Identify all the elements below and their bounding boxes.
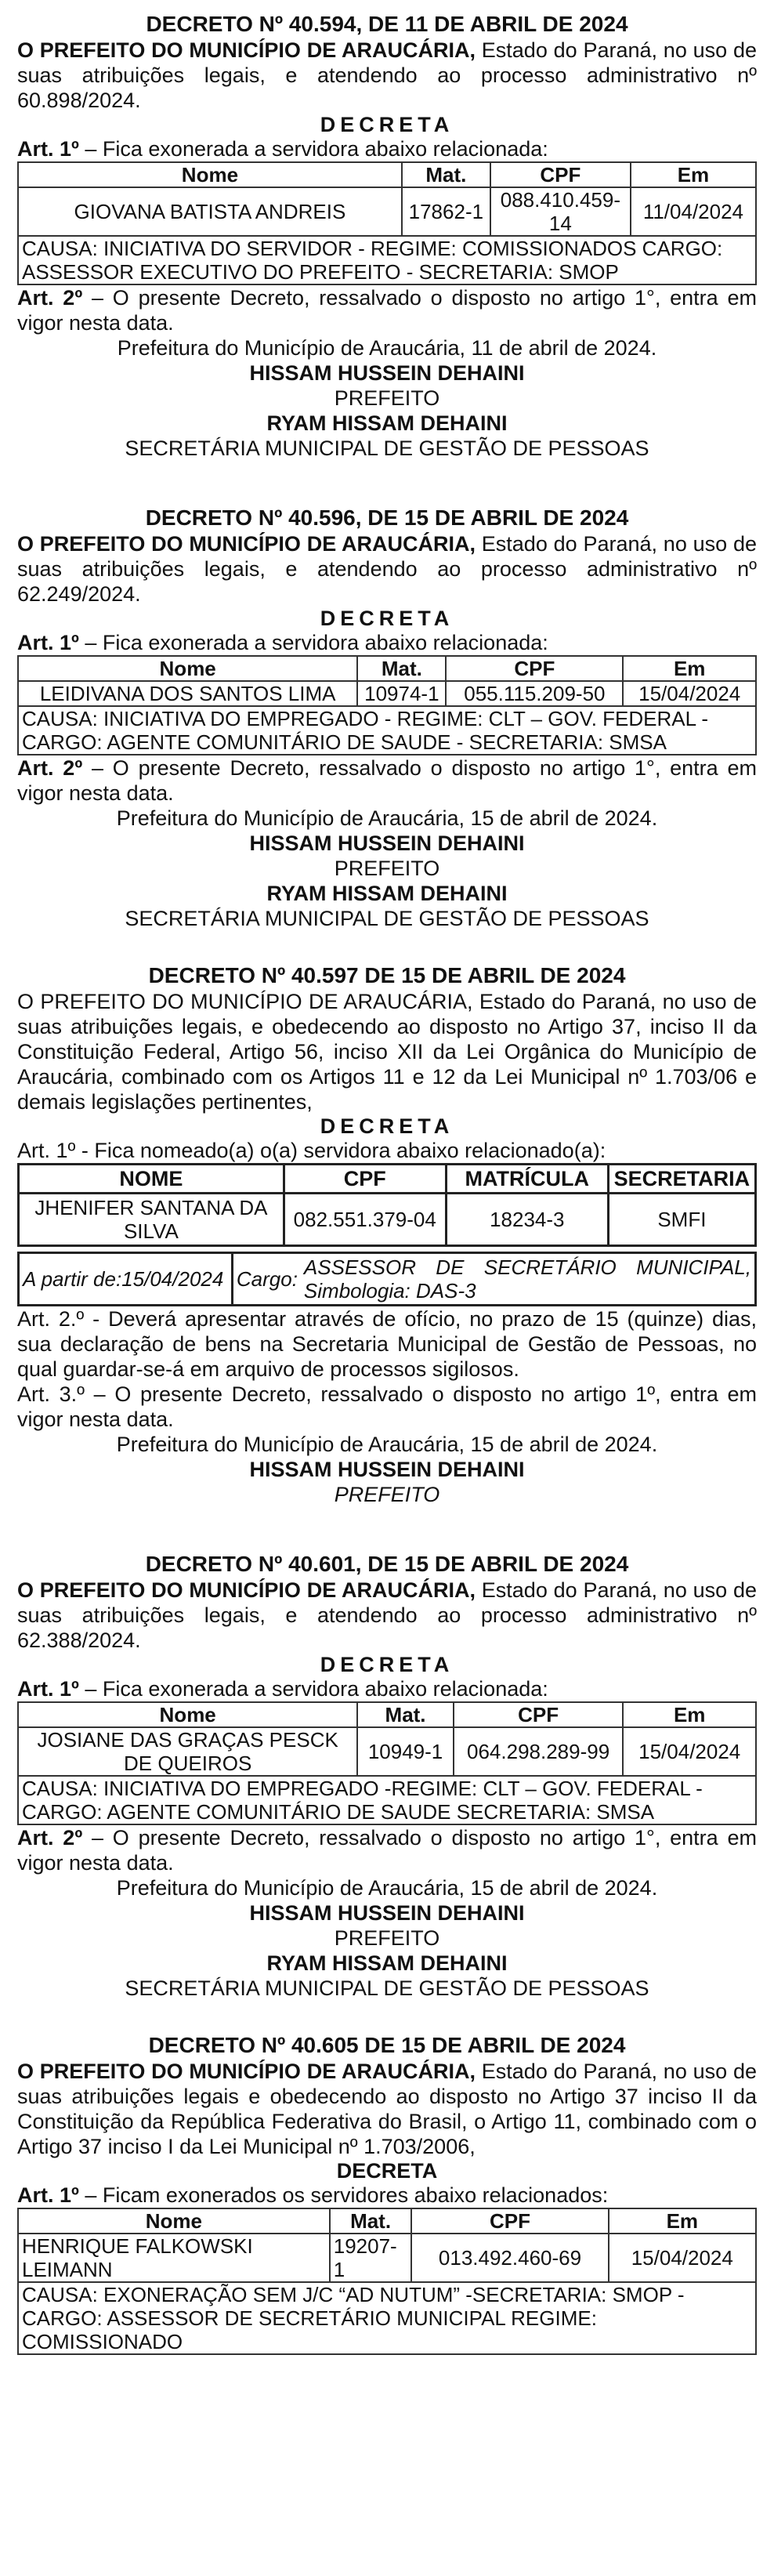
- col-cpf: CPF: [454, 1702, 624, 1727]
- decreta-heading: DECRETA: [320, 1114, 454, 1138]
- article-label: Art. 1º: [17, 137, 79, 161]
- signatory-name: RYAM HISSAM DEHAINI: [266, 411, 508, 435]
- article-3: Art. 3.º – O presente Decreto, ressalvado o disposto no artigo 1º, entra em vigor nesta data.: [17, 1382, 757, 1431]
- cargo-cell: [232, 1253, 755, 1306]
- signatory-role: PREFEITO: [334, 1483, 440, 1506]
- col-nome: NOME: [19, 1165, 284, 1194]
- decree-title: DECRETO Nº 40.597 DE 15 DE ABRIL DE 2024: [148, 963, 626, 987]
- col-mat: Mat.: [330, 2208, 412, 2234]
- signatory-role: SECRETÁRIA MUNICIPAL DE GESTÃO DE PESSOAS: [125, 437, 649, 460]
- cargo-value: ASSESSOR DE SECRETÁRIO MUNICIPAL, Simbologia: DAS-3: [303, 1255, 751, 1302]
- article-text: – Fica exonerada a servidora abaixo relacionada:: [78, 1677, 548, 1701]
- article-2: [17, 1825, 757, 1875]
- place-date: Prefeitura do Município de Araucária, 15 de abril de 2024.: [116, 806, 658, 830]
- signatory-name: HISSAM HUSSEIN DEHAINI: [249, 1458, 525, 1481]
- signatory-role: PREFEITO: [334, 857, 440, 880]
- article-text: – Ficam exonerados os servidores abaixo relacionados:: [78, 2183, 609, 2207]
- appointment-table: [17, 1163, 757, 1247]
- table-row: [18, 187, 756, 236]
- intro-bold: O PREFEITO DO MUNICÍPIO DE ARAUCÁRIA,: [17, 532, 476, 556]
- decree-40601: [17, 1551, 757, 2001]
- col-cpf: CPF: [284, 1165, 446, 1194]
- col-em: Em: [623, 1702, 756, 1727]
- article-label: Art. 2º: [17, 756, 83, 780]
- table-row: [18, 1727, 756, 1776]
- decree-40605: [17, 2032, 757, 2355]
- decreta-heading: DECRETA: [320, 1653, 454, 1676]
- decreta-heading: DECRETA: [320, 113, 454, 136]
- place-date: Prefeitura do Município de Araucária, 15 de abril de 2024.: [116, 1433, 658, 1456]
- article-text: – O presente Decreto, ressalvado o disposto no artigo 1°, entra em vigor nesta data.: [17, 286, 757, 335]
- decree-intro: [17, 38, 757, 113]
- start-date: A partir de:15/04/2024: [19, 1253, 233, 1306]
- col-nome: Nome: [18, 162, 402, 187]
- cell-nome: JOSIANE DAS GRAÇAS PESCK DE QUEIROS: [18, 1727, 357, 1776]
- cell-causa: CAUSA: INICIATIVA DO EMPREGADO - REGIME: CLT – GOV. FEDERAL - CARGO: AGENTE COMUNITÁRIO DE SAUDE - SECRETARIA: SMSA: [18, 706, 756, 755]
- cell-cpf: 082.551.379-04: [284, 1194, 446, 1246]
- article-2: [17, 285, 757, 335]
- signatory-role: PREFEITO: [334, 386, 440, 410]
- signatory-name: RYAM HISSAM DEHAINI: [266, 882, 508, 905]
- cell-causa: CAUSA: EXONERAÇÃO SEM J/C “AD NUTUM” -SECRETARIA: SMOP - CARGO: ASSESSOR DE SECRETÁRIO MUNICIPAL REGIME: COMISSIONADO: [18, 2282, 756, 2354]
- appointment-details: [17, 1252, 757, 1306]
- decree-intro: O PREFEITO DO MUNICÍPIO DE ARAUCÁRIA, Estado do Paraná, no uso de suas atribuições legais, e obedecendo ao disposto no Artigo 37, inciso II da Constituição Federal, Artigo 56, inciso XII da Lei Orgânica do Município de Araucária, combinado com os Artigos 11 e 12 da Lei Municipal nº 1.703/06 e demais legislações pertinentes,: [17, 990, 757, 1114]
- decree-title: DECRETO Nº 40.596, DE 15 DE ABRIL DE 2024: [145, 505, 629, 530]
- exoneration-table: [17, 655, 757, 755]
- exoneration-table: [17, 2208, 757, 2355]
- article-1: [17, 1676, 757, 1701]
- col-em: Em: [609, 2208, 756, 2234]
- article-label: Art. 2º: [17, 1826, 83, 1850]
- place-date: Prefeitura do Município de Araucária, 15 de abril de 2024.: [116, 1876, 658, 1900]
- intro-text: Estado do Paraná, no uso de suas atribuições legais e obedecendo ao disposto no Artigo 37 inciso II da Constituição da República Federativa do Brasil, o Artigo 11, combinado com o Artigo 37 inciso I da Lei Municipal nº 1.703/2006,: [17, 2060, 757, 2158]
- article-2: Art. 2.º - Deverá apresentar através de ofício, no prazo de 15 (quinze) dias, sua declaração de bens na Secretaria Municipal de Gestão de Pessoas, no qual guardar-se-á em arquivo de processos sigilosos.: [17, 1307, 757, 1381]
- article-text: – Fica exonerada a servidora abaixo relacionada:: [78, 137, 548, 161]
- signatory-name: RYAM HISSAM DEHAINI: [266, 1951, 508, 1975]
- cell-cpf: 088.410.459-14: [490, 187, 631, 236]
- cell-secretaria: SMFI: [608, 1194, 755, 1246]
- decreta-heading: DECRETA: [320, 607, 454, 630]
- decree-intro: [17, 1578, 757, 1653]
- article-label: Art. 1º: [17, 1677, 79, 1701]
- place-date: Prefeitura do Município de Araucária, 11 de abril de 2024.: [117, 336, 657, 360]
- table-row: [18, 2234, 756, 2282]
- cell-em: 15/04/2024: [623, 1727, 756, 1776]
- exoneration-table: [17, 161, 757, 285]
- article-1: [17, 2183, 757, 2208]
- article-text: – O presente Decreto, ressalvado o disposto no artigo 1°, entra em vigor nesta data.: [17, 756, 757, 805]
- article-label: Art. 1º: [17, 2183, 79, 2207]
- col-mat: Mat.: [357, 656, 446, 681]
- decree-40594: [17, 11, 757, 461]
- col-mat: Mat.: [402, 162, 490, 187]
- signatory-role: SECRETÁRIA MUNICIPAL DE GESTÃO DE PESSOAS: [125, 907, 649, 930]
- cargo-label: Cargo:: [236, 1267, 298, 1291]
- table-row: [18, 681, 756, 706]
- decreta-heading: DECRETA: [336, 2159, 438, 2183]
- cell-nome: JHENIFER SANTANA DA SILVA: [19, 1194, 284, 1246]
- cell-matricula: 18234-3: [446, 1194, 608, 1246]
- cell-nome: HENRIQUE FALKOWSKI LEIMANN: [18, 2234, 330, 2282]
- article-1: [17, 136, 757, 161]
- decree-intro: [17, 2059, 757, 2159]
- cell-mat: 17862-1: [402, 187, 490, 236]
- cell-mat: 19207-1: [330, 2234, 412, 2282]
- cell-nome: GIOVANA BATISTA ANDREIS: [18, 187, 402, 236]
- decree-40596: [17, 505, 757, 931]
- intro-bold: O PREFEITO DO MUNICÍPIO DE ARAUCÁRIA,: [17, 2060, 476, 2083]
- cell-mat: 10974-1: [357, 681, 446, 706]
- cell-mat: 10949-1: [357, 1727, 453, 1776]
- col-secretaria: SECRETARIA: [608, 1165, 755, 1194]
- intro-text: Estado do Paraná, no uso de suas atribuições legais, e atendendo ao processo administrativo nº 62.249/2024.: [17, 532, 757, 606]
- col-nome: Nome: [18, 2208, 330, 2234]
- article-text: – O presente Decreto, ressalvado o disposto no artigo 1°, entra em vigor nesta data.: [17, 1826, 757, 1875]
- signatory-name: HISSAM HUSSEIN DEHAINI: [249, 831, 525, 855]
- article-2: [17, 755, 757, 806]
- signatory-role: PREFEITO: [334, 1926, 440, 1950]
- col-nome: Nome: [18, 656, 357, 681]
- col-cpf: CPF: [411, 2208, 608, 2234]
- signatory-name: HISSAM HUSSEIN DEHAINI: [249, 1901, 525, 1925]
- cell-causa: CAUSA: INICIATIVA DO EMPREGADO -REGIME: CLT – GOV. FEDERAL - CARGO: AGENTE COMUNITÁRIO DE SAUDE SECRETARIA: SMSA: [18, 1776, 756, 1824]
- col-mat: Mat.: [357, 1702, 453, 1727]
- signatory-role: SECRETÁRIA MUNICIPAL DE GESTÃO DE PESSOAS: [125, 1976, 649, 2000]
- article-label: Art. 1º: [17, 631, 79, 654]
- intro-text: Estado do Paraná, no uso de suas atribuições legais, e atendendo ao processo administrativo nº 62.388/2024.: [17, 1578, 757, 1652]
- intro-text: Estado do Paraná, no uso de suas atribuições legais, e atendendo ao processo administrativo nº 60.898/2024.: [17, 38, 757, 112]
- article-1: [17, 630, 757, 655]
- cell-nome: LEIDIVANA DOS SANTOS LIMA: [18, 681, 357, 706]
- col-matricula: MATRÍCULA: [446, 1165, 608, 1194]
- table-row: [19, 1194, 756, 1246]
- intro-bold: O PREFEITO DO MUNICÍPIO DE ARAUCÁRIA,: [17, 1578, 476, 1602]
- article-1: Art. 1º - Fica nomeado(a) o(a) servidora abaixo relacionado(a):: [17, 1139, 606, 1162]
- col-em: Em: [623, 656, 756, 681]
- signatory-name: HISSAM HUSSEIN DEHAINI: [249, 361, 525, 385]
- cell-cpf: 013.492.460-69: [411, 2234, 608, 2282]
- col-em: Em: [631, 162, 756, 187]
- cell-em: 15/04/2024: [609, 2234, 756, 2282]
- article-label: Art. 2º: [17, 286, 83, 310]
- article-text: – Fica exonerada a servidora abaixo relacionada:: [78, 631, 548, 654]
- col-cpf: CPF: [490, 162, 631, 187]
- cell-causa: CAUSA: INICIATIVA DO SERVIDOR - REGIME: COMISSIONADOS CARGO: ASSESSOR EXECUTIVO DO PREFEITO - SECRETARIA: SMOP: [18, 236, 756, 284]
- col-nome: Nome: [18, 1702, 357, 1727]
- decree-title: DECRETO Nº 40.601, DE 15 DE ABRIL DE 2024: [145, 1552, 629, 1576]
- cell-em: 11/04/2024: [631, 187, 756, 236]
- cell-em: 15/04/2024: [623, 681, 756, 706]
- decree-40597: [17, 962, 757, 1507]
- col-cpf: CPF: [446, 656, 623, 681]
- cell-cpf: 064.298.289-99: [454, 1727, 624, 1776]
- exoneration-table: [17, 1701, 757, 1825]
- intro-bold: O PREFEITO DO MUNICÍPIO DE ARAUCÁRIA,: [17, 38, 476, 62]
- decree-intro: [17, 531, 757, 607]
- decree-title: DECRETO Nº 40.594, DE 11 DE ABRIL DE 2024: [146, 12, 628, 36]
- cell-cpf: 055.115.209-50: [446, 681, 623, 706]
- decree-title: DECRETO Nº 40.605 DE 15 DE ABRIL DE 2024: [148, 2033, 626, 2057]
